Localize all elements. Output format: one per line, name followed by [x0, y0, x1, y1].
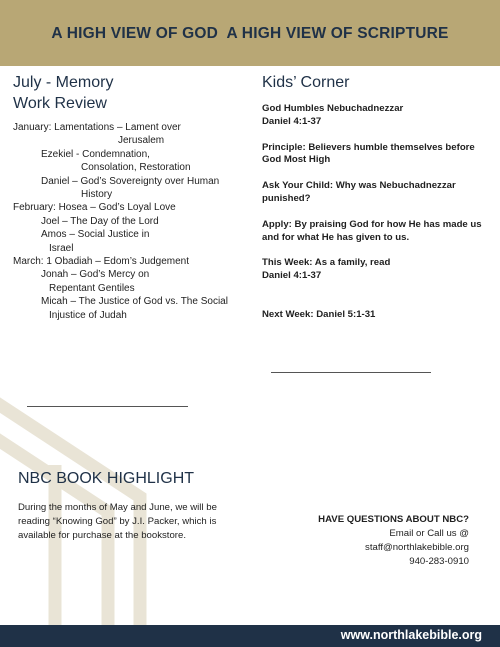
contact-question: HAVE QUESTIONS ABOUT NBC? [318, 514, 469, 525]
review-line: History [81, 189, 113, 201]
lesson-question: Ask Your Child: Why was Nebuchadnezzar punished? [262, 180, 456, 204]
lesson-title: God Humbles Nebuchadnezzar [262, 103, 404, 114]
banner-title: A HIGH VIEW OF GOD A HIGH VIEW OF SCRIPTURE [51, 25, 449, 42]
memory-review-heading [13, 72, 213, 114]
contact-email[interactable]: staff@northlakebible.org [365, 542, 469, 553]
this-week-line2: Daniel 4:1-37 [262, 270, 322, 282]
next-week: Next Week: Daniel 5:1-31 [262, 308, 376, 320]
footer-bar [0, 625, 500, 647]
lesson-principle: Principle: Believers humble themselves before God Most High [262, 141, 475, 166]
review-line: Amos – Social Justice in [41, 229, 150, 241]
memory-heading-line2: Work Review [13, 95, 107, 112]
review-line: Injustice of Judah [49, 309, 127, 321]
divider-right [271, 372, 431, 373]
lesson-apply: Apply: By praising God for how He has made us and for what He has given to us. [262, 218, 482, 243]
review-line: Ezekiel - Condemnation, [41, 148, 150, 160]
memory-review-list [13, 121, 253, 322]
this-week-line1: This Week: As a family, read [262, 257, 391, 269]
book-highlight-text: During the months of May and June, we will be reading “Knowing God” by J.I. Packer, which is available for purchase at the bookstore. [18, 502, 217, 541]
review-line: March: 1 Obadiah – Edom’s Judgement [13, 256, 190, 268]
review-line: Repentant Gentiles [49, 282, 135, 294]
review-line: Daniel – God’s Sovereignty over Human [41, 175, 220, 187]
review-line: January: Lamentations – Lament over [13, 122, 181, 133]
review-line: February: Hosea – God’s Loyal Love [13, 202, 176, 214]
kids-corner-heading: Kids’ Corner [262, 74, 350, 91]
review-line: Israel [49, 242, 74, 254]
review-line: Micah – The Justice of God vs. The Social [41, 296, 228, 308]
contact-line: Email or Call us @ [389, 528, 469, 539]
book-highlight-heading: NBC BOOK HIGHLIGHT [18, 470, 195, 487]
memory-heading-line1: July - Memory [13, 74, 114, 91]
review-line: Joel – The Day of the Lord [41, 215, 159, 227]
divider-left [27, 406, 188, 407]
website-link[interactable]: www.northlakebible.org [340, 628, 482, 642]
contact-phone[interactable]: 940-283-0910 [409, 556, 469, 567]
kids-corner-content [262, 103, 487, 322]
contact-block [318, 513, 469, 569]
review-line: Consolation, Restoration [81, 162, 191, 174]
lesson-reference: Daniel 4:1-37 [262, 115, 322, 127]
review-line: Jerusalem [118, 135, 165, 147]
header-banner [0, 0, 500, 66]
review-line: Jonah – God’s Mercy on [41, 269, 150, 281]
